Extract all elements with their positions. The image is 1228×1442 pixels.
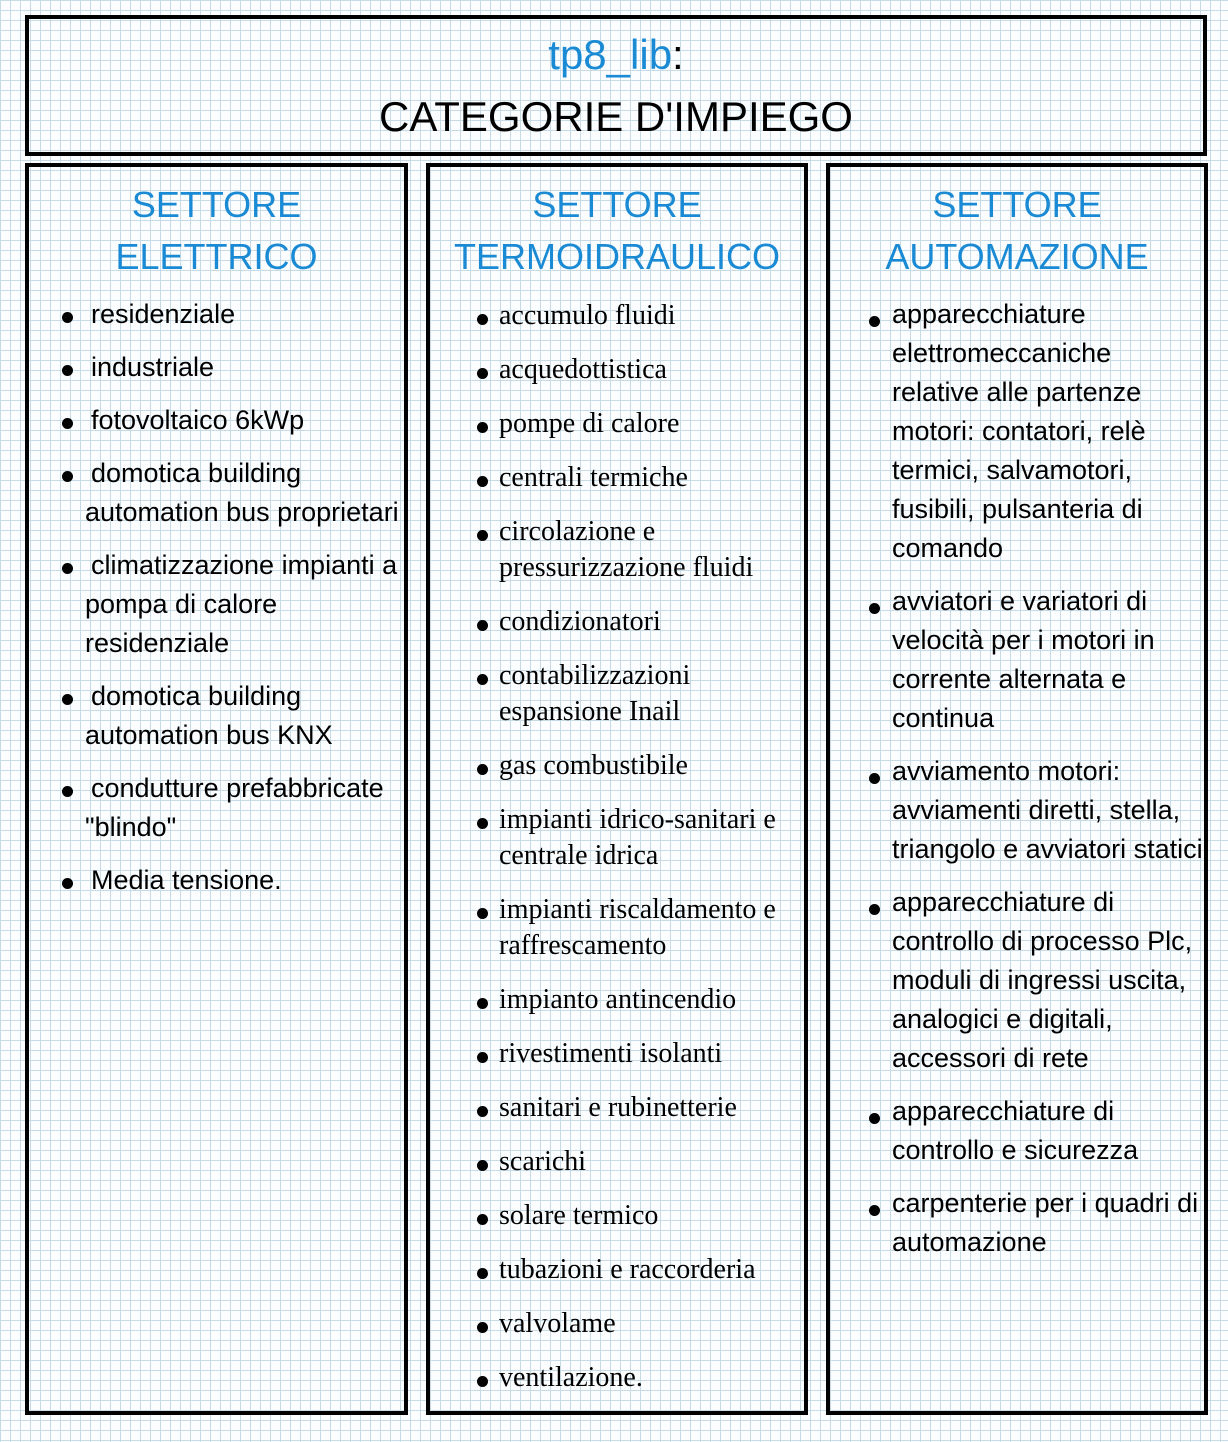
column-heading-line1: SETTORE [131, 184, 302, 225]
list-item: avviatori e variatori di velocità per i motori in corrente alternata e continua [892, 582, 1204, 738]
list-item: scarichi [499, 1144, 804, 1180]
column-termoidraulico [426, 163, 808, 1415]
list-item: impianti riscaldamento e raffrescamento [499, 892, 804, 964]
column-heading-line1: SETTORE [932, 184, 1102, 225]
column-heading [430, 179, 804, 283]
list-item: carpenterie per i quadri di automazione [892, 1184, 1204, 1262]
column-heading [830, 179, 1204, 283]
list-item: pompe di calore [499, 406, 804, 442]
title-subtitle: CATEGORIE D'IMPIEGO [379, 93, 853, 140]
list-item: ventilazione. [499, 1360, 804, 1396]
title-code: tp8_lib [548, 31, 673, 78]
title-box [25, 15, 1207, 156]
list-item: rivestimenti isolanti [499, 1036, 804, 1072]
list-item: contabilizzazioni espansione Inail [499, 658, 804, 730]
list-item: Media tensione. [85, 861, 403, 900]
list-item: impianti idrico-sanitari e centrale idrica [499, 802, 804, 874]
list-item: accumulo fluidi [499, 298, 804, 334]
list-item: impianto antincendio [499, 982, 804, 1018]
column-automazione [826, 163, 1208, 1415]
list-item: condutture prefabbricate "blindo" [85, 769, 403, 847]
column-heading-line2: ELETTRICO [115, 236, 318, 277]
list-item: residenziale [85, 295, 403, 334]
column-heading-line2: AUTOMAZIONE [885, 236, 1149, 277]
column-heading-line2: TERMOIDRAULICO [453, 236, 781, 277]
title-separator: : [672, 31, 684, 78]
list-item: apparecchiature di controllo di processo Plc, moduli di ingressi uscita, analogici e digitali, accessori di rete [892, 883, 1204, 1078]
list-item: fotovoltaico 6kWp [85, 401, 403, 440]
item-list [85, 295, 403, 914]
list-item: industriale [85, 348, 403, 387]
list-item: tubazioni e raccorderia [499, 1252, 804, 1288]
item-list [499, 298, 804, 1414]
list-item: sanitari e rubinetterie [499, 1090, 804, 1126]
list-item: climatizzazione impianti a pompa di calore residenziale [85, 546, 403, 663]
column-heading [29, 179, 404, 283]
list-item: gas combustibile [499, 748, 804, 784]
item-list [892, 295, 1204, 1276]
list-item: avviamento motori: avviamenti diretti, stella, triangolo e avviatori statici [892, 752, 1204, 869]
list-item: circolazione e pressurizzazione fluidi [499, 514, 804, 586]
title-line [29, 29, 1203, 81]
list-item: apparecchiature di controllo e sicurezza [892, 1092, 1204, 1170]
list-item: condizionatori [499, 604, 804, 640]
list-item: solare termico [499, 1198, 804, 1234]
list-item: acquedottistica [499, 352, 804, 388]
column-heading-line1: SETTORE [532, 184, 702, 225]
list-item: apparecchiature elettromeccaniche relative alle partenze motori: contatori, relè termici, salvamotori, fusibili, pulsanteria di comando [892, 295, 1204, 568]
list-item: domotica building automation bus KNX [85, 677, 403, 755]
list-item: valvolame [499, 1306, 804, 1342]
column-elettrico [25, 163, 408, 1415]
list-item: centrali termiche [499, 460, 804, 496]
list-item: domotica building automation bus proprietari [85, 454, 403, 532]
